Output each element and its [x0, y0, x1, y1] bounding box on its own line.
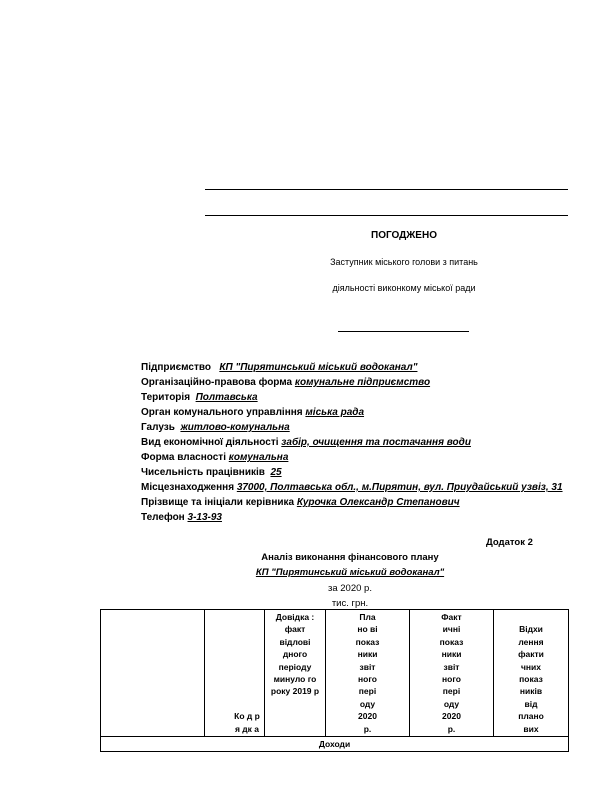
info-value: житлово-комунальна — [180, 422, 290, 433]
info-label: Телефон — [141, 512, 185, 523]
header-prev-year-fact — [265, 610, 326, 737]
report-company: КП "Пирятинський міський водоканал" — [255, 567, 445, 578]
info-value: міська рада — [305, 407, 365, 418]
info-enterprise — [141, 362, 417, 373]
info-value: комунальне підприємство — [294, 377, 431, 388]
approval-line-2: діяльності виконкому міської ради — [332, 283, 476, 293]
header-rule-bottom — [205, 215, 568, 216]
approval-title: ПОГОДЖЕНО — [371, 230, 437, 241]
info-ownership — [141, 452, 288, 463]
header-prev-year-fact-text: Довідка : факт відлові дного періоду минуло го року 2019 р — [270, 612, 320, 697]
header-plan-text: Пла но ві показ ники звіт ного пері оду 2020 р. — [355, 612, 380, 734]
signature-line — [338, 331, 469, 332]
info-director — [141, 497, 460, 508]
info-value: комунальна — [228, 452, 289, 463]
approval-line-1: Заступник міського голови з питань — [330, 257, 478, 267]
info-value: 25 — [270, 467, 282, 478]
report-units: тис. грн. — [331, 598, 369, 609]
info-value: 37000, Полтавська обл., м.Пирятин, вул. Приудайський узвіз, 31 — [236, 482, 563, 493]
info-label: Галузь — [141, 422, 175, 433]
info-label: Територія — [141, 392, 191, 403]
report-period: за 2020 р. — [328, 583, 372, 594]
info-value: Курочка Олександр Степанович — [296, 497, 460, 508]
info-value: Полтавська — [195, 392, 258, 403]
info-label: Підприємство — [141, 362, 211, 373]
report-title: Аналіз виконання фінансового плану — [261, 552, 439, 563]
header-rule-top — [205, 189, 568, 190]
info-label: Чисельність працівників — [141, 467, 265, 478]
info-value: 3-13-93 — [187, 512, 222, 523]
info-value: КП "Пирятинський міський водоканал" — [219, 362, 418, 373]
info-location — [141, 482, 563, 493]
info-territory — [141, 392, 258, 403]
header-plan — [326, 610, 410, 737]
header-deviation — [494, 610, 569, 737]
table-header-row — [101, 610, 569, 737]
header-fact — [410, 610, 494, 737]
info-value: забір, очищення та постачання води — [281, 437, 471, 448]
info-employees — [141, 467, 282, 478]
info-label: Орган комунального управління — [141, 407, 303, 418]
header-indicator — [101, 610, 205, 737]
financial-table — [100, 609, 569, 752]
info-label: Прізвище та ініціали керівника — [141, 497, 295, 508]
info-phone — [141, 512, 222, 523]
info-label: Місцезнаходження — [141, 482, 235, 493]
info-industry — [141, 422, 290, 433]
header-code — [205, 610, 265, 737]
table-section-row — [101, 737, 569, 752]
info-activity — [141, 437, 471, 448]
header-fact-text: Факт ичні показ ники звіт ного пері оду 2020 р. — [439, 612, 464, 734]
info-legal-form — [141, 377, 430, 388]
info-label: Організаційно-правова форма — [141, 377, 293, 388]
info-label: Вид економічної діяльності — [141, 437, 279, 448]
info-authority — [141, 407, 364, 418]
section-income: Доходи — [101, 737, 569, 752]
info-label: Форма власності — [141, 452, 226, 463]
header-deviation-text: Відхи лення факти чних показ ників від плано вих — [518, 624, 544, 734]
header-code-text: Ко д ря дк а — [234, 711, 260, 734]
appendix-label: Додаток 2 — [486, 537, 533, 548]
